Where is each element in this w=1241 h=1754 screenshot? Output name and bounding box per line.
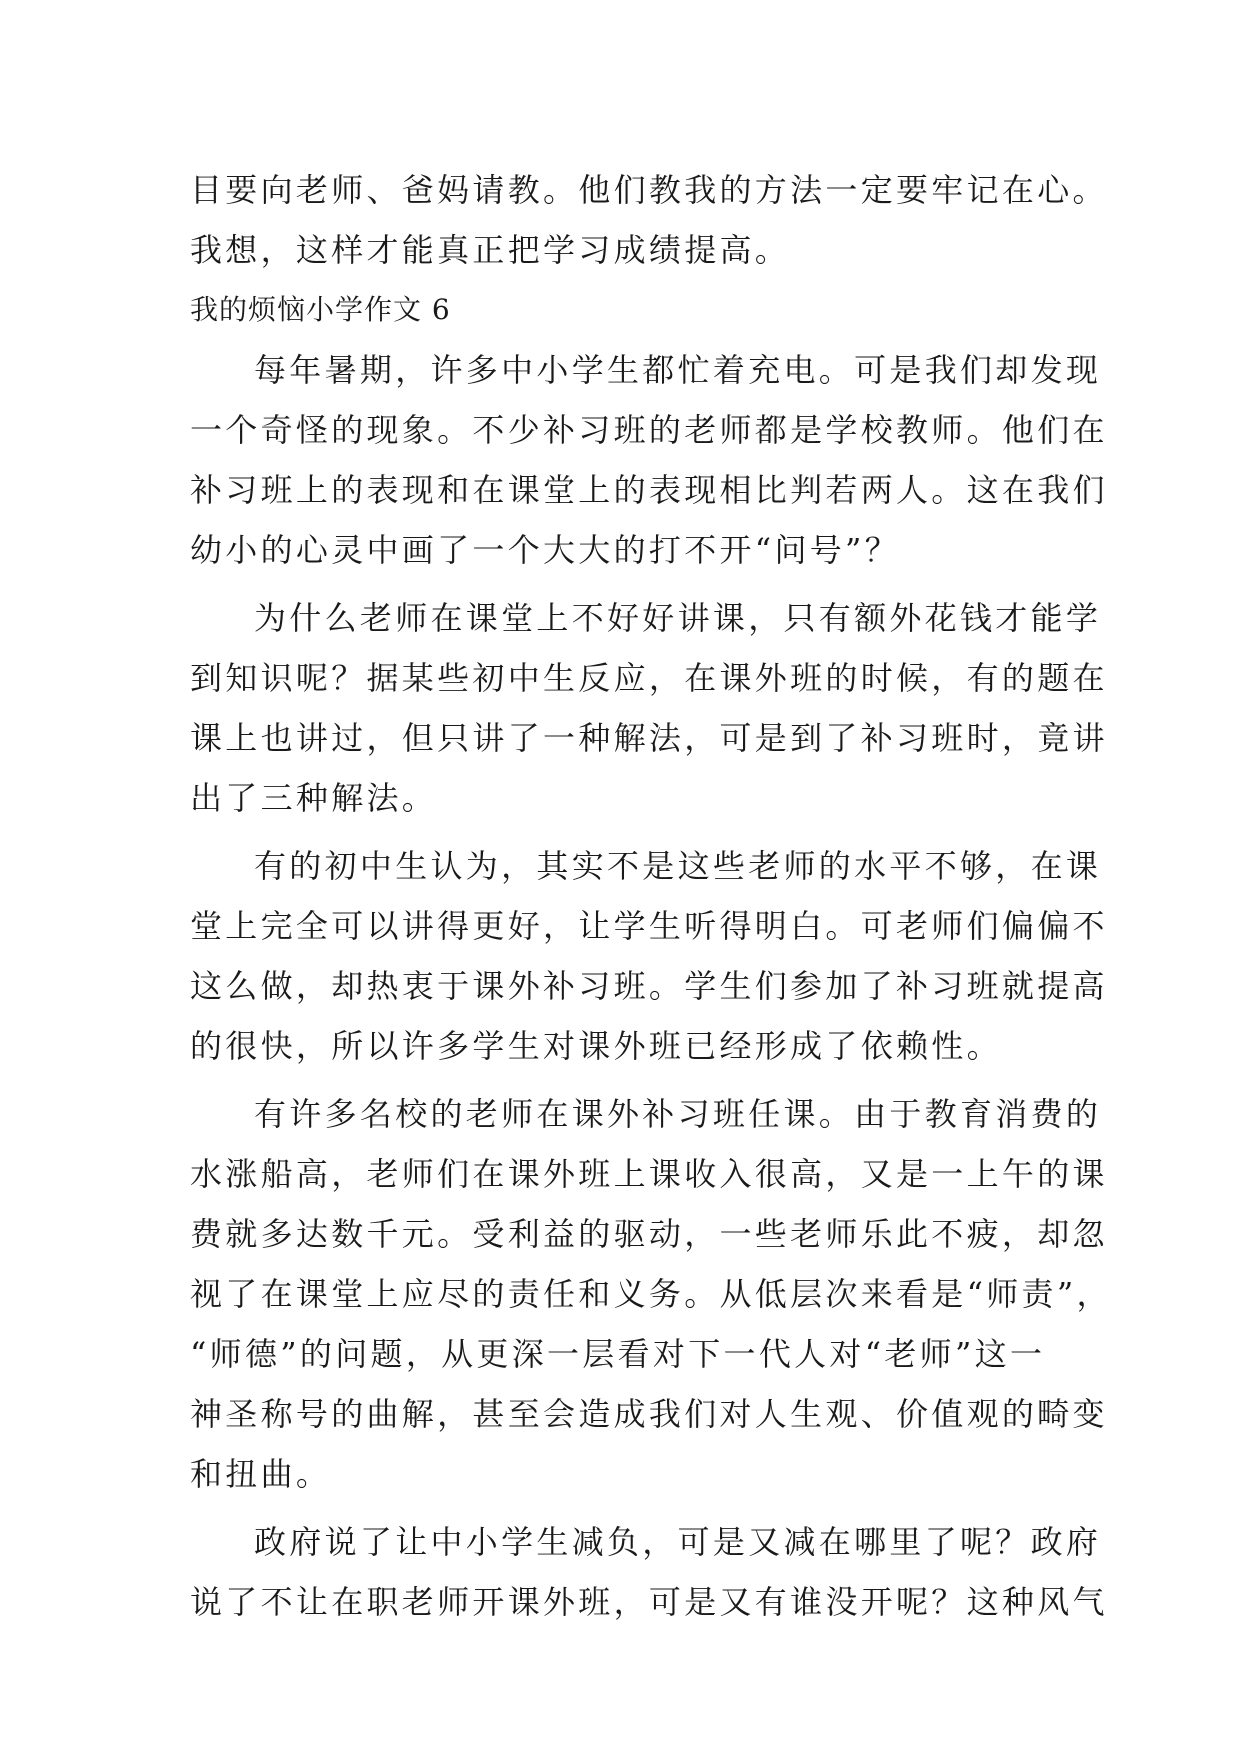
text-line: 有许多名校的老师在课外补习班任课。由于教育消费的 (254, 1095, 1102, 1133)
text-line: 幼小的心灵中画了一个大大的打不开“问号”？ (190, 531, 901, 569)
text-line: 的很快，所以许多学生对课外班已经形成了依赖性。 (190, 1027, 1002, 1065)
text-line: 有的初中生认为，其实不是这些老师的水平不够，在课 (254, 847, 1102, 885)
text-line: 我想，这样才能真正把学习成绩提高。 (190, 231, 791, 269)
text-line: 说了不让在职老师开课外班，可是又有谁没开呢？这种风气 (190, 1583, 1108, 1621)
previous-paragraph (190, 160, 1108, 280)
text-line: 每年暑期，许多中小学生都忙着充电。可是我们却发现 (254, 351, 1102, 389)
text-line: 出了三种解法。 (190, 779, 438, 817)
text-line: 这么做，却热衷于课外补习班。学生们参加了补习班就提高 (190, 967, 1108, 1005)
paragraph-3 (190, 836, 1108, 1076)
paragraph-1 (190, 340, 1108, 580)
paragraph-gap (190, 828, 1090, 836)
text-line: 政府说了让中小学生减负，可是又减在哪里了呢？政府 (254, 1523, 1102, 1561)
text-line: 水涨船高，老师们在课外班上课收入很高，又是一上午的课 (190, 1155, 1108, 1193)
text-line: 一个奇怪的现象。不少补习班的老师都是学校教师。他们在 (190, 411, 1108, 449)
text-line: 目要向老师、爸妈请教。他们教我的方法一定要牢记在心。 (190, 171, 1108, 209)
document-body (190, 160, 1112, 1632)
text-line: 视了在课堂上应尽的责任和义务。从低层次来看是“师责”， (190, 1275, 1112, 1313)
text-line: 费就多达数千元。受利益的驱动，一些老师乐此不疲，却忽 (190, 1215, 1108, 1253)
text-line: 堂上完全可以讲得更好，让学生听得明白。可老师们偏偏不 (190, 907, 1108, 945)
paragraph-2 (190, 588, 1108, 828)
text-line: 神圣称号的曲解，甚至会造成我们对人生观、价值观的畸变 (190, 1395, 1108, 1433)
text-line: 和扭曲。 (190, 1455, 332, 1493)
paragraph-gap (190, 1504, 1090, 1512)
paragraph-5 (190, 1512, 1108, 1632)
essay-title: 我的烦恼小学作文 6 (190, 293, 451, 326)
text-line: 补习班上的表现和在课堂上的表现相比判若两人。这在我们 (190, 471, 1108, 509)
paragraph-gap (190, 1076, 1090, 1084)
text-line: “师德”的问题，从更深一层看对下一代人对“老师”这一 (190, 1335, 1046, 1373)
paragraph-4 (190, 1084, 1112, 1504)
text-line: 为什么老师在课堂上不好好讲课，只有额外花钱才能学 (254, 599, 1102, 637)
text-line: 到知识呢？据某些初中生反应，在课外班的时候，有的题在 (190, 659, 1108, 697)
paragraph-gap (190, 580, 1090, 588)
text-line: 课上也讲过，但只讲了一种解法，可是到了补习班时，竟讲 (190, 719, 1108, 757)
